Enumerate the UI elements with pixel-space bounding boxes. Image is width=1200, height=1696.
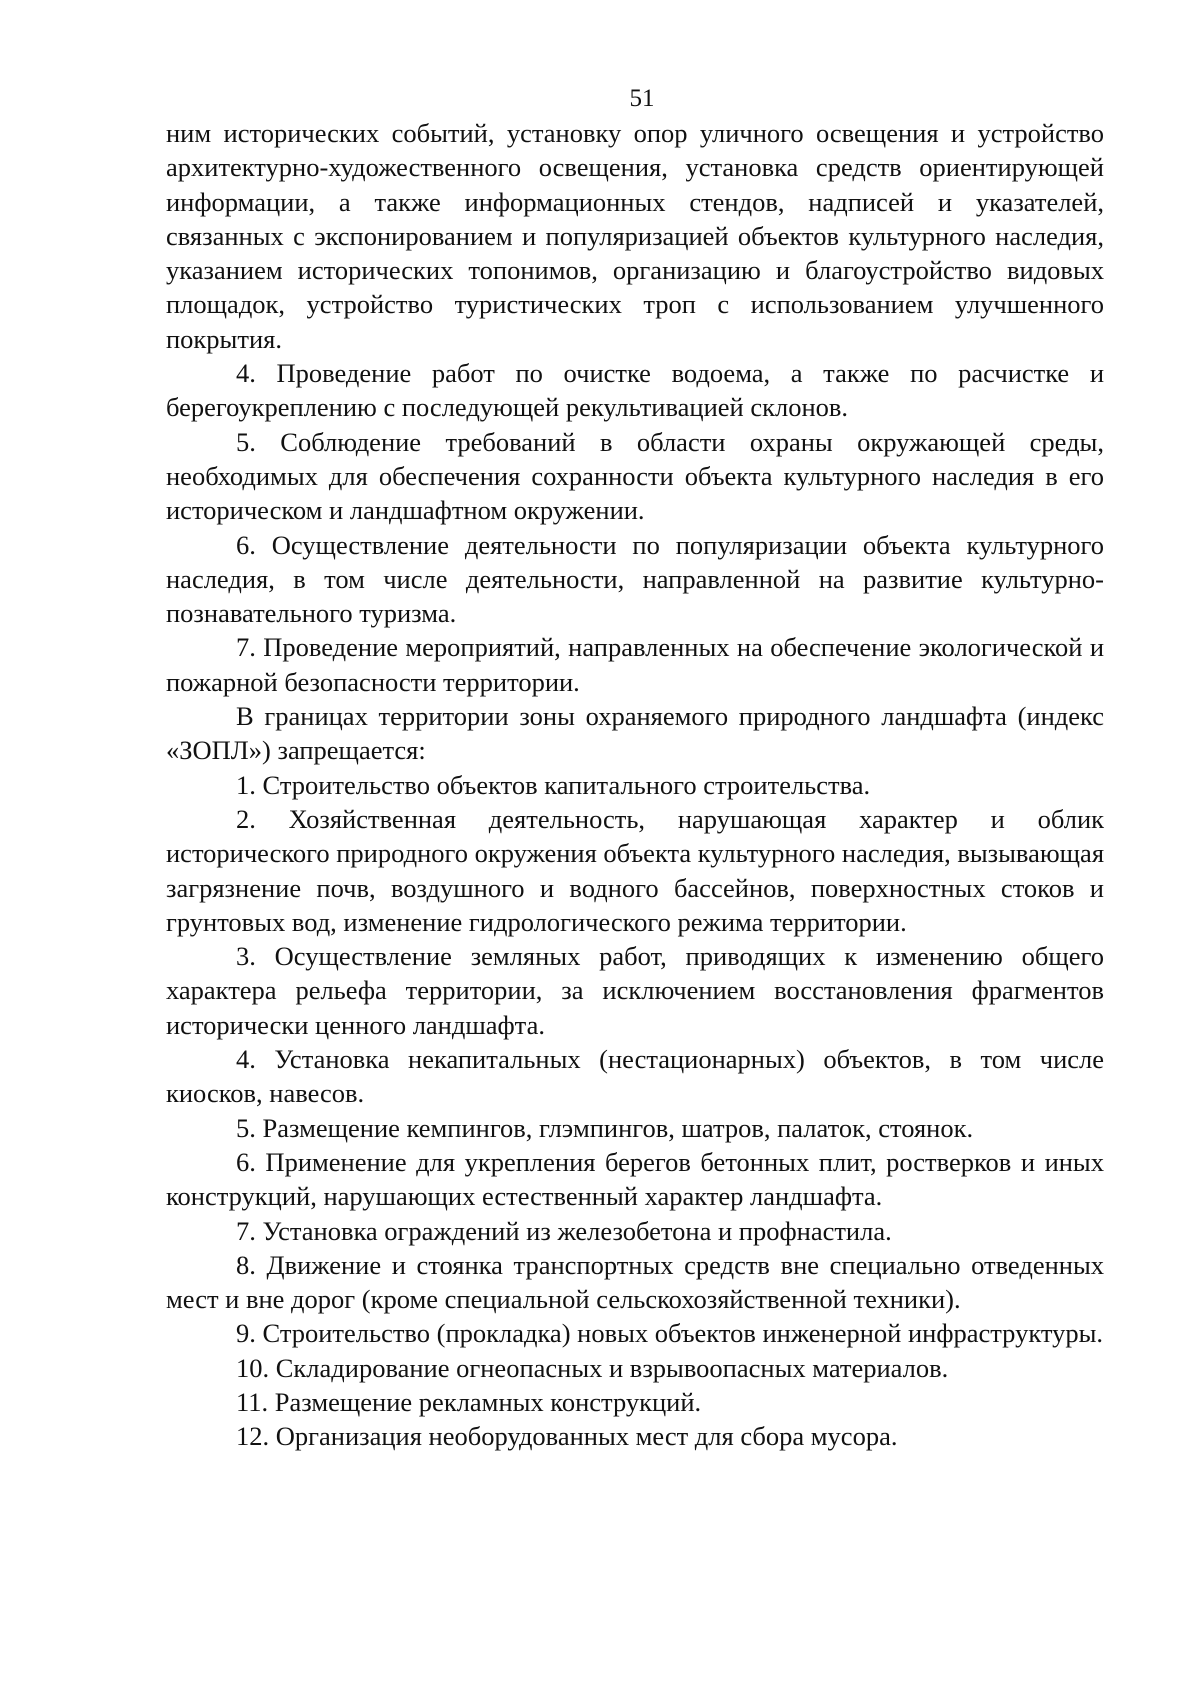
prohibition-item-3: 3. Осуществление земляных работ, приводящих к изменению общего характера рельефа территории, за исключением восстановления фрагментов исторически ценного ландшафта. [166, 941, 1104, 1040]
prohibition-item-7: 7. Установка ограждений из железобетона и профнастила. [236, 1215, 892, 1246]
prohibition-item-11: 11. Размещение рекламных конструкций. [236, 1386, 702, 1417]
paragraph-item-6: 6. Осуществление деятельности по популяризации объекта культурного наследия, в том числе деятельности, направленной на развитие культурно-познавательного туризма. [166, 529, 1104, 629]
prohibition-item-12: 12. Организация необорудованных мест для сбора мусора. [236, 1421, 898, 1452]
paragraph-continuation: ним исторических событий, установку опор уличного освещения и устройство архитектурно-художественного освещения, установка средств ориентирующей информации, а также информационных стендов, надписей и указателей, связанных с экспонированием и популяризацией объектов культурного наследия, указанием исторических топонимов, организацию и благоустройство видовых площадок, устройство туристических троп с использованием улучшенного покрытия. [166, 118, 1104, 354]
prohibition-item-10: 10. Складирование огнеопасных и взрывоопасных материалов. [236, 1352, 949, 1383]
prohibition-item-4: 4. Установка некапитальных (нестационарных) объектов, в том числе киосков, навесов. [166, 1044, 1104, 1109]
prohibition-item-9: 9. Строительство (прокладка) новых объектов инженерной инфраструктуры. [236, 1318, 1104, 1349]
paragraph-item-4: 4. Проведение работ по очистке водоема, а также по расчистке и берегоукреплению с последующей рекультивацией склонов. [166, 358, 1104, 423]
prohibition-item-8: 8. Движение и стоянка транспортных средств вне специально отведенных мест и вне дорог (кроме специальной сельскохозяйственной техники). [166, 1249, 1104, 1315]
page-number: 51 [629, 85, 655, 112]
paragraph-item-5: 5. Соблюдение требований в области охраны окружающей среды, необходимых для обеспечения сохранности объекта культурного наследия в его историческом и ландшафтном окружении. [166, 426, 1104, 526]
paragraph-zone-intro: В границах территории зоны охраняемого природного ландшафта (индекс «ЗОПЛ») запрещается: [166, 701, 1104, 766]
prohibition-item-1: 1. Строительство объектов капитального строительства. [236, 769, 871, 800]
prohibition-item-2: 2. Хозяйственная деятельность, нарушающая характер и облик исторического природного окружения объекта культурного наследия, вызывающая загрязнение почв, воздушного и водного бассейнов, поверхностных стоков и грунтовых вод, изменение гидрологического режима территории. [166, 803, 1105, 937]
prohibition-item-6: 6. Применение для укрепления берегов бетонных плит, ростверков и иных конструкций, нарушающих естественный характер ландшафта. [166, 1146, 1104, 1212]
document-body [166, 116, 1104, 1454]
paragraph-item-7: 7. Проведение мероприятий, направленных на обеспечение экологической и пожарной безопасности территории. [166, 632, 1104, 697]
prohibition-item-5: 5. Размещение кемпингов, глэмпингов, шатров, палаток, стоянок. [236, 1112, 974, 1143]
